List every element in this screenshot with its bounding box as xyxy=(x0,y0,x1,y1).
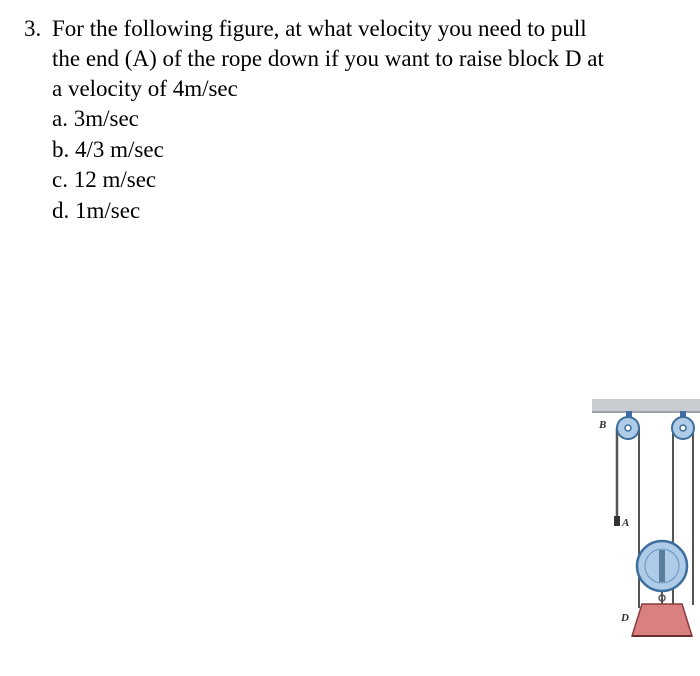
ceiling xyxy=(592,399,700,411)
option-d-letter: d. xyxy=(52,197,70,223)
pulley-figure xyxy=(528,390,700,676)
option-b-letter: b. xyxy=(52,136,70,162)
question-line-1-text: For the following figure, at what velocity you need to pull xyxy=(52,16,587,41)
answer-options xyxy=(52,104,164,226)
question-line-2: the end (A) of the rope down if you want to raise block D at xyxy=(52,46,604,71)
pulley-diagram xyxy=(528,390,700,676)
option-b[interactable] xyxy=(52,135,164,166)
pulley-b-hub xyxy=(625,425,631,431)
option-d-text: 1m/sec xyxy=(75,197,141,223)
question-line-3: a velocity of 4m/sec xyxy=(52,76,238,101)
label-b: B xyxy=(599,419,607,431)
option-c[interactable] xyxy=(52,165,164,196)
pulley-lower-axle xyxy=(659,550,665,582)
option-a-text: 3m/sec xyxy=(73,106,139,131)
label-d: D xyxy=(621,612,629,624)
question-line-1 xyxy=(24,14,684,44)
pulley-c-hub xyxy=(680,425,686,431)
option-a[interactable] xyxy=(52,104,164,135)
question-number: 3. xyxy=(24,16,42,41)
option-c-text: 12 m/sec xyxy=(73,167,157,192)
option-a-letter: a. xyxy=(52,106,68,131)
option-c-letter: c. xyxy=(52,167,68,192)
option-b-text: 4/3 m/sec xyxy=(75,136,164,162)
block-d xyxy=(632,604,692,636)
question-text xyxy=(24,14,684,104)
rope-end-a xyxy=(614,516,620,526)
option-d[interactable] xyxy=(52,196,164,227)
label-a: A xyxy=(622,517,630,529)
